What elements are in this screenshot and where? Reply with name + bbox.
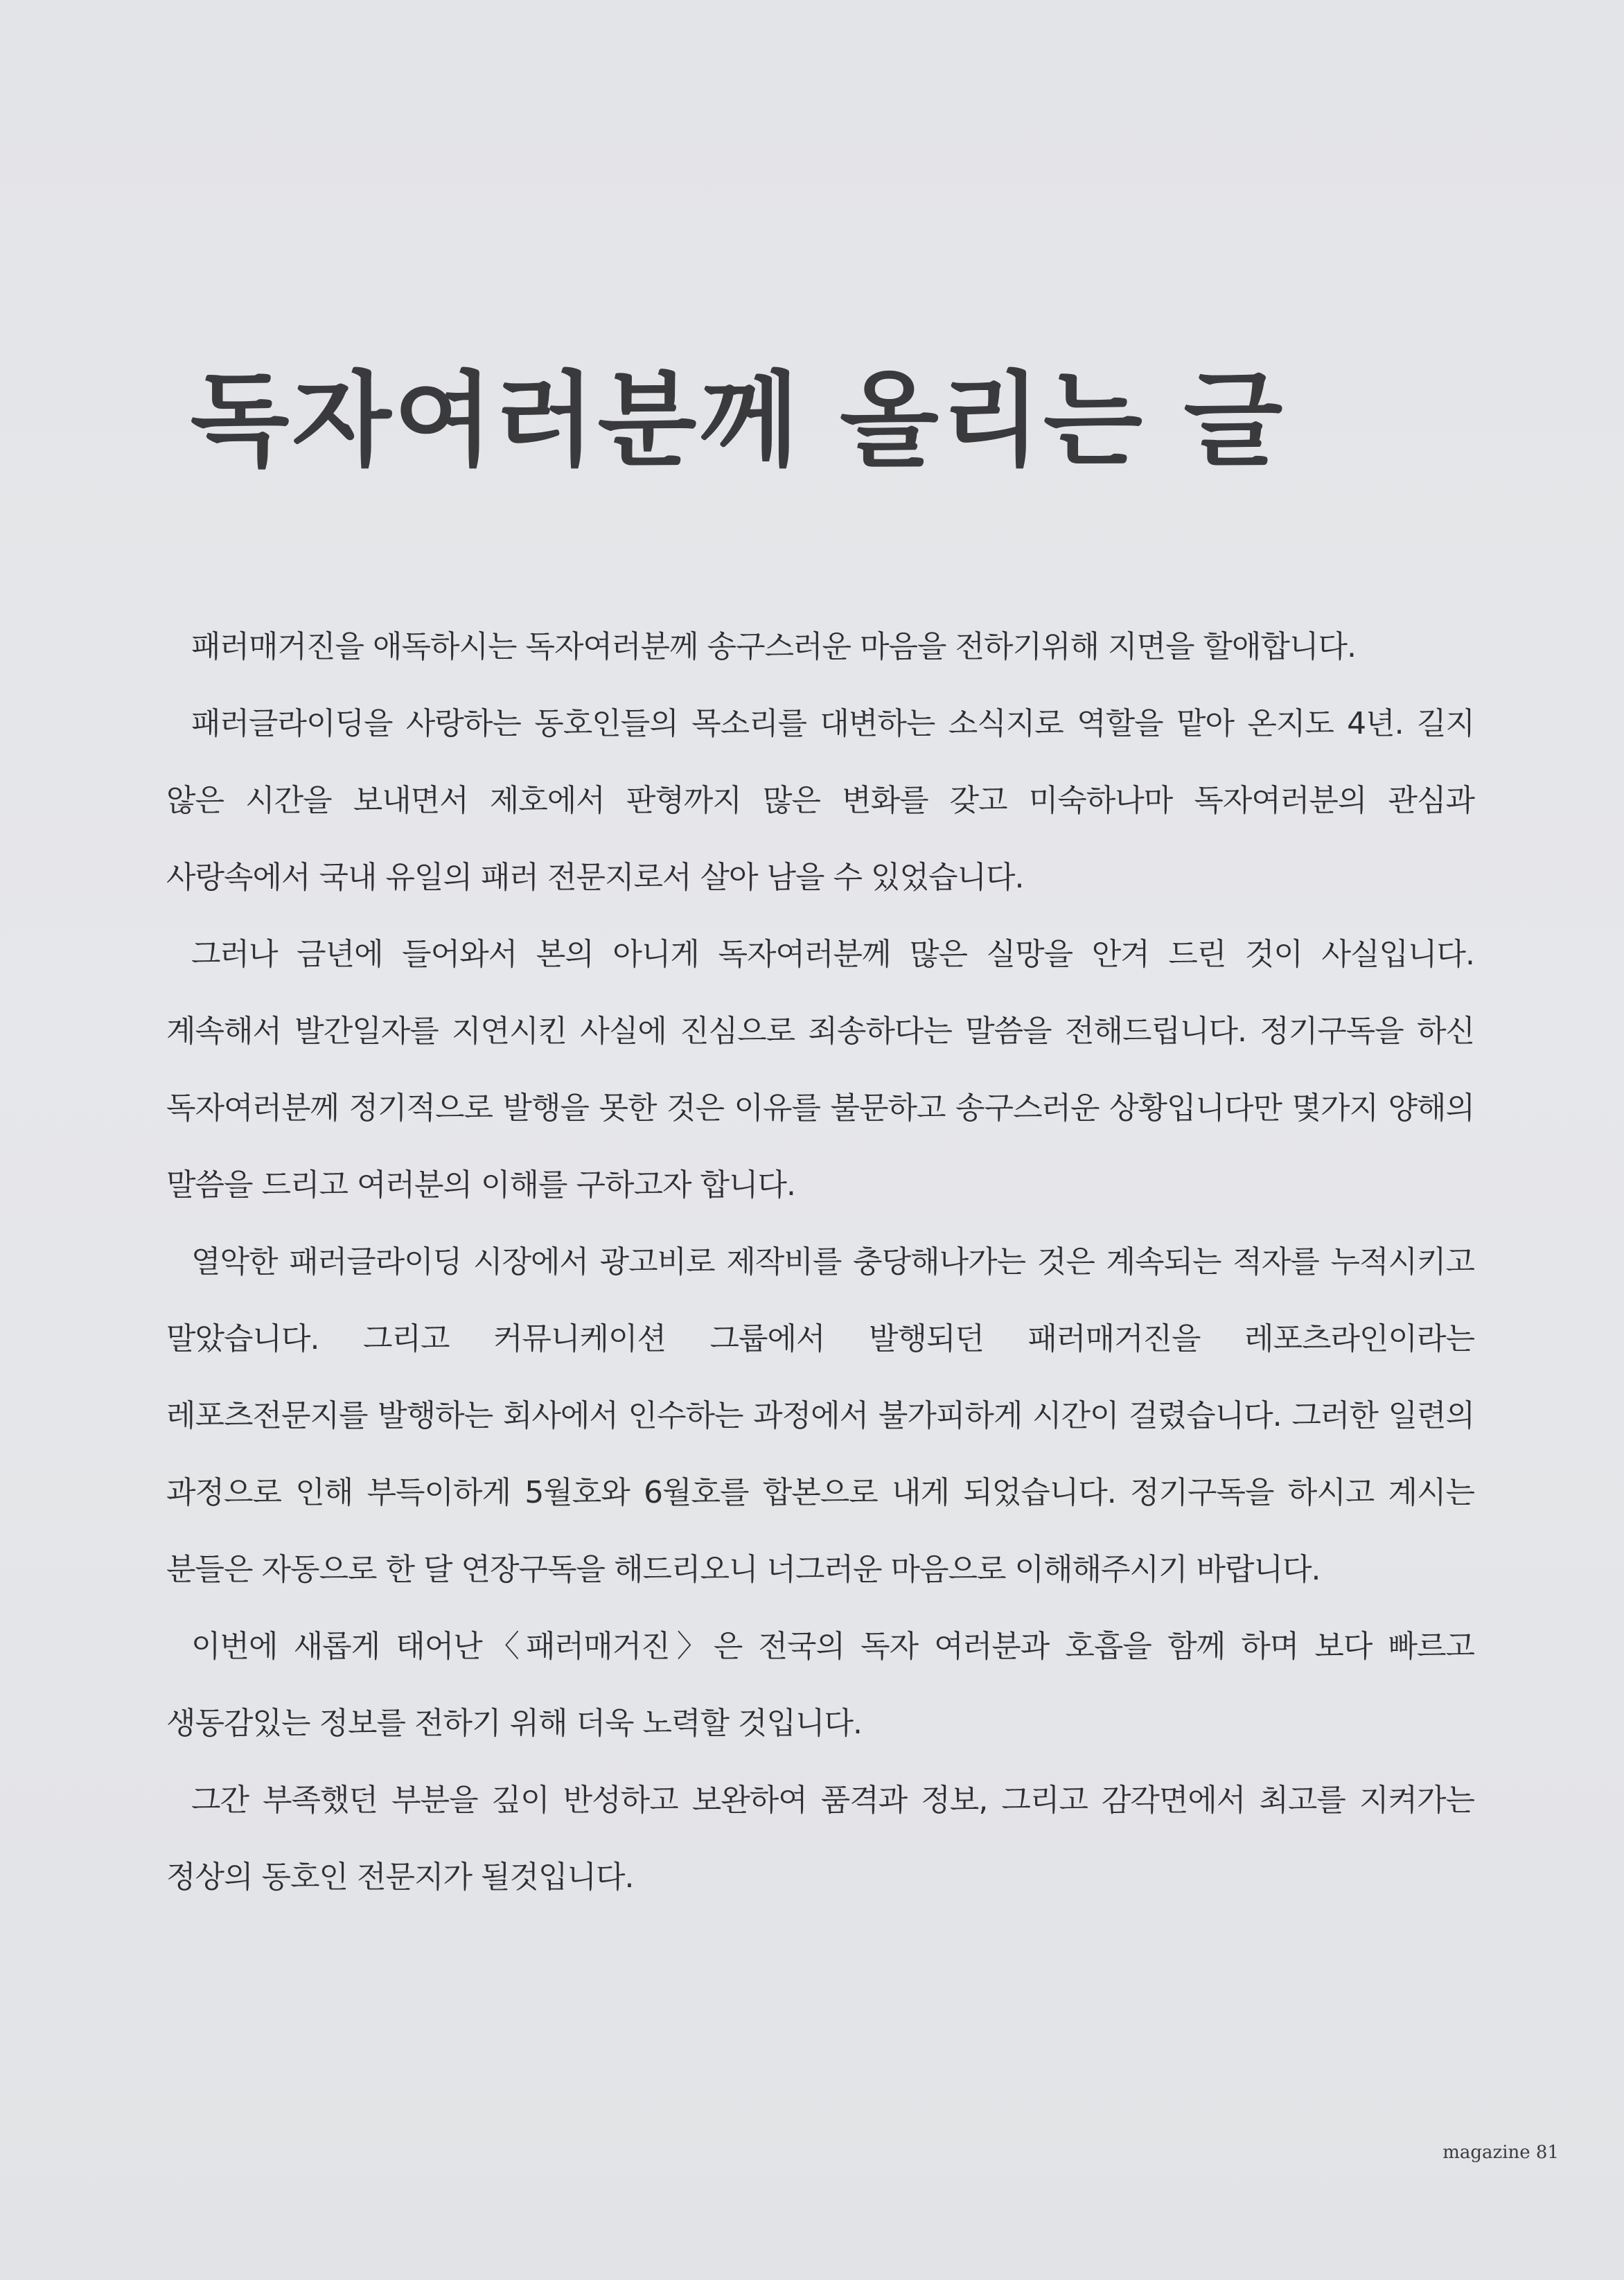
paragraph-6: 그간 부족했던 부분을 깊이 반성하고 보완하여 품격과 정보, 그리고 감각면에서 최고를 지켜가는 정상의 동호인 전문지가 될것입니다. [166,1783,1474,1895]
paragraph-1: 패러매거진을 애독하시는 독자여러분께 송구스러운 마음을 전하기위해 지면을 할애합니다. [191,629,1357,664]
page-title: 독자여러분께 올리는 글 [190,361,1286,481]
letter-body [166,608,1474,1916]
paragraph-2: 패러글라이딩을 사랑하는 동호인들의 목소리를 대변하는 소식지로 역할을 맡아 온지도 4년. 길지 않은 시간을 보내면서 제호에서 판형까지 많은 변화를 갖고 미숙하나마 독자여러분의 관심과 사랑속에서 국내 유일의 패러 전문지로서 살아 남을 수 있었습니다. [166,706,1474,895]
page-number: magazine 81 [1442,2142,1559,2163]
paragraph-4: 열악한 패러글라이딩 시장에서 광고비로 제작비를 충당해나가는 것은 계속되는 적자를 누적시키고 말았습니다. 그리고 커뮤니케이션 그룹에서 발행되던 패러매거진을 레포츠라인이라는 레포츠전문지를 발행하는 회사에서 인수하는 과정에서 불가피하게 시간이 걸렸습니다. 그러한 일련의 과정으로 인해 부득이하게 5월호와 6월호를 합본으로 내게 되었습니다. 정기구독을 하시고 계시는 분들은 자동으로 한 달 연장구독을 해드리오니 너그러운 마음으로 이해해주시기 바랍니다. [166,1244,1474,1587]
paragraph-3: 그러나 금년에 들어와서 본의 아니게 독자여러분께 많은 실망을 안겨 드린 것이 사실입니다. 계속해서 발간일자를 지연시킨 사실에 진심으로 죄송하다는 말씀을 전해드립니다. 정기구독을 하신 독자여러분께 정기적으로 발행을 못한 것은 이유를 불문하고 송구스러운 상황입니다만 몇가지 양해의 말씀을 드리고 여러분의 이해를 구하고자 합니다. [166,937,1474,1203]
paragraph-5: 이번에 새롭게 태어난〈패러매거진〉은 전국의 독자 여러분과 호흡을 함께 하며 보다 빠르고 생동감있는 정보를 전하기 위해 더욱 노력할 것입니다. [166,1629,1474,1741]
